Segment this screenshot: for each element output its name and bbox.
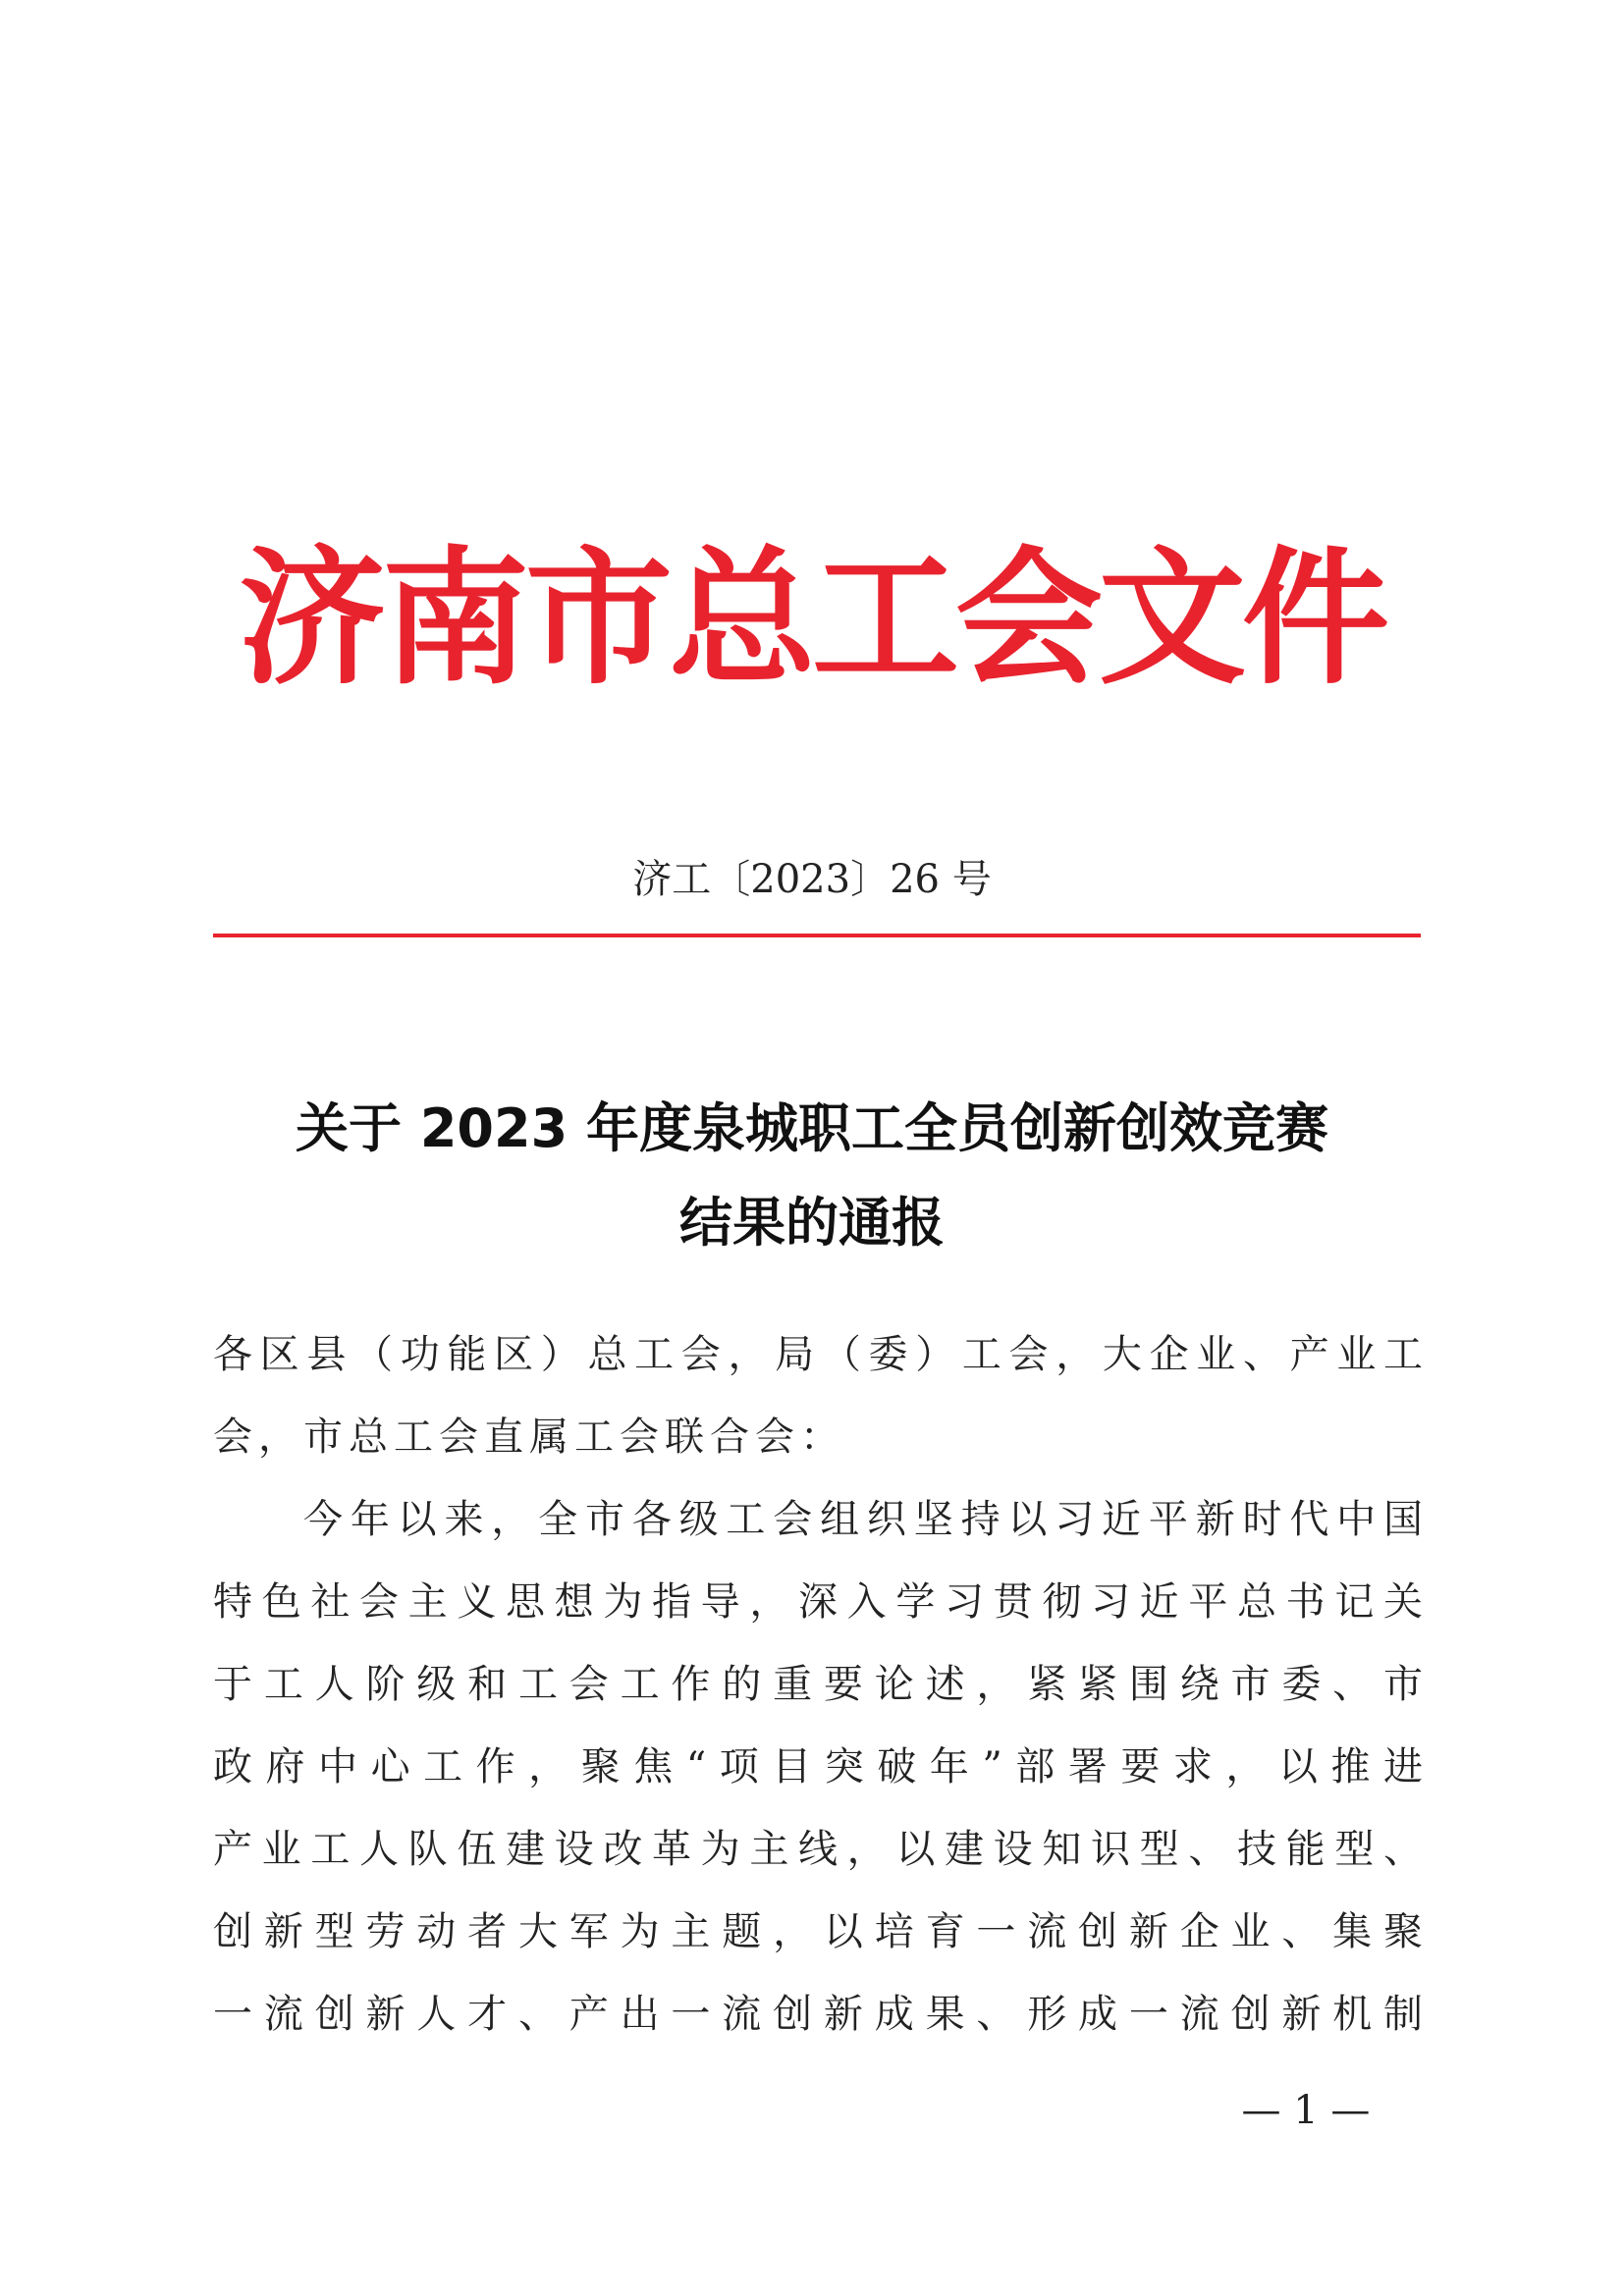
document-masthead: 济南市总工会文件 [238, 532, 1385, 705]
red-separator-line [213, 934, 1421, 937]
document-number: 济工〔2023〕26 号 [632, 857, 992, 902]
body-line: 产业工人队伍建设改革为主线，以建设知识型、技能型、 [213, 1827, 1423, 1872]
body-line: 特色社会主义思想为指导，深入学习贯彻习近平总书记关 [213, 1579, 1423, 1625]
body-line: 会，市总工会直属工会联合会： [213, 1415, 845, 1460]
body-line: 于工人阶级和工会工作的重要论述，紧紧围绕市委、市 [213, 1662, 1423, 1707]
body-line: 一流创新人才、产出一流创新成果、形成一流创新机制 [213, 1992, 1423, 2037]
document-title-line-1: 关于 2023 年度泉城职工全员创新创效竞赛 [296, 1097, 1328, 1159]
document-title-line-2: 结果的通报 [679, 1192, 945, 1254]
body-line: 创新型劳动者大军为主题，以培育一流创新企业、集聚 [213, 1909, 1423, 1954]
body-line: 政府中心工作，聚焦“项目突破年”部署要求，以推进 [213, 1744, 1423, 1789]
body-line: 今年以来，全市各级工会组织坚持以习近平新时代中国 [303, 1497, 1423, 1542]
body-line: 各区县（功能区）总工会，局（委）工会，大企业、产业工 [213, 1332, 1423, 1377]
page-number: — 1 — [1241, 2088, 1371, 2133]
